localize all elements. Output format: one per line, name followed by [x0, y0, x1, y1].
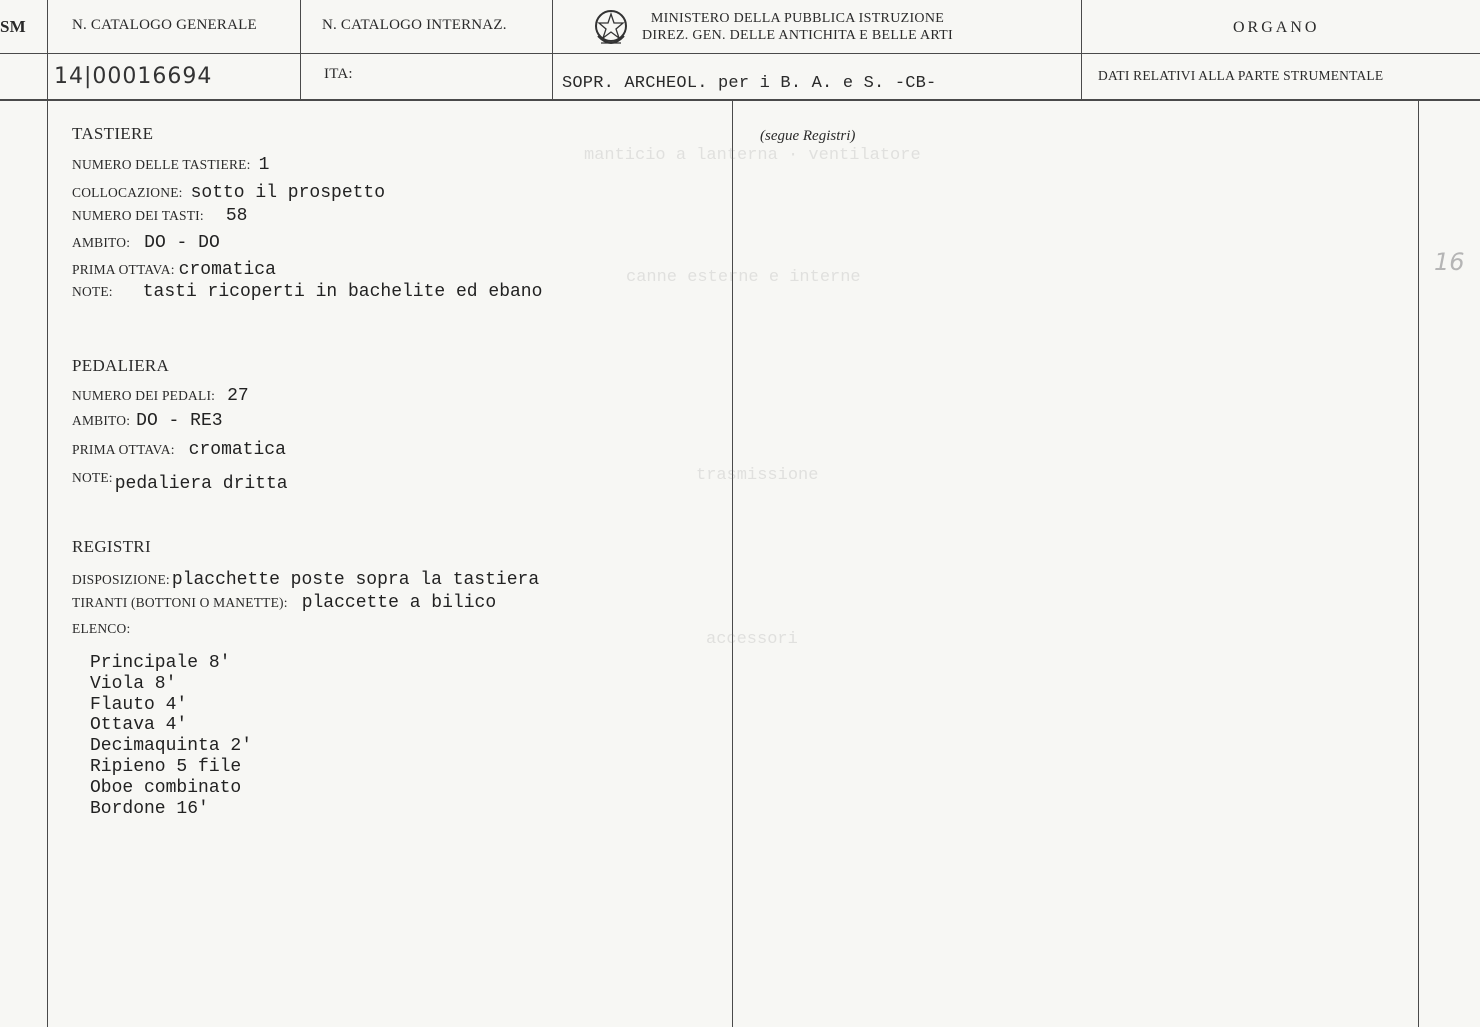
elenco-field [72, 621, 138, 637]
col-divider-1 [300, 0, 301, 99]
registri-heading: REGISTRI [72, 537, 151, 556]
registro-item: Viola 8' [90, 673, 177, 694]
tasti-value: 58 [225, 206, 248, 226]
pedali-label: NUMERO DEI PEDALI: [72, 388, 216, 403]
tastiere-ambito-label: AMBITO: [72, 235, 131, 250]
tasti-label: NUMERO DEI TASTI: [72, 208, 204, 223]
elenco-label: ELENCO: [72, 621, 131, 636]
registro-item: Flauto 4' [90, 694, 188, 715]
collocazione-label: COLLOCAZIONE: [72, 185, 183, 200]
ghost-text-3: trasmissione [696, 466, 819, 485]
tasti-field [72, 206, 247, 226]
pedaliera-ambito-value: DO - RE3 [136, 411, 223, 431]
segue-registri: (segue Registri) [760, 128, 856, 144]
side-code: SM [0, 17, 26, 36]
tastiere-ambito-value: DO - DO [144, 233, 220, 253]
pedaliera-ottava-label: PRIMA OTTAVA: [72, 442, 175, 457]
tastiere-ambito-field [72, 233, 220, 253]
cat-gen-label: N. CATALOGO GENERALE [72, 17, 257, 33]
ghost-text-2: canne esterne e interne [626, 268, 861, 287]
page-number-pencil: 16 [1434, 248, 1465, 276]
tastiere-note-label: NOTE: [72, 284, 113, 299]
registro-item: Oboe combinato [90, 777, 242, 798]
tiranti-value: placcette a bilico [301, 593, 497, 613]
pedaliera-note-value: pedaliera dritta [114, 474, 288, 494]
ministry-title [642, 10, 953, 44]
registro-item: Ottava 4' [90, 715, 188, 736]
tiranti-label: TIRANTI (BOTTONI O MANETTE): [72, 595, 288, 610]
tastiere-numero-value: 1 [258, 155, 270, 175]
pedaliera-note-label: NOTE: [72, 470, 113, 485]
registro-item: Ripieno 5 file [90, 756, 242, 777]
col-divider-2 [552, 0, 553, 99]
cat-int-label: N. CATALOGO INTERNAZ. [322, 17, 507, 33]
cat-gen-value: 14|00016694 [54, 64, 213, 89]
republic-emblem-icon [592, 6, 630, 50]
ministry-line-1: MINISTERO DELLA PUBBLICA ISTRUZIONE [650, 11, 945, 26]
registro-item: Principale 8' [90, 653, 231, 673]
pedaliera-ambito-field [72, 411, 223, 431]
header-divider [0, 53, 1480, 54]
pedali-value: 27 [227, 386, 249, 406]
tastiere-ottava-value: cromatica [178, 260, 276, 280]
object-type: ORGANO [1233, 19, 1320, 36]
registro-item: Decimaquinta 2' [90, 736, 253, 757]
tastiere-numero-field [72, 155, 269, 175]
pedaliera-heading: PEDALIERA [72, 356, 170, 375]
pedaliera-ambito-label: AMBITO: [72, 413, 131, 428]
pedali-field [72, 386, 249, 406]
tastiere-note-field [72, 282, 542, 302]
ghost-text-4: accessori [706, 630, 798, 649]
tastiere-numero-label: NUMERO DELLE TASTIERE: [72, 157, 251, 172]
tastiere-heading: TASTIERE [72, 124, 154, 143]
soprintendenza: SOPR. ARCHEOL. per i B. A. e S. -CB- [562, 74, 937, 93]
pedaliera-ottava-field [72, 440, 286, 460]
pedaliera-ottava-value: cromatica [188, 440, 286, 460]
disposizione-label: DISPOSIZIONE: [72, 572, 170, 587]
left-margin-rule [47, 0, 48, 1027]
tiranti-field [72, 593, 496, 613]
tastiere-ottava-field [72, 260, 276, 280]
disposizione-value: placchette poste sopra la tastiera [171, 570, 540, 590]
ghost-text-1: manticio a lanterna · ventilatore [584, 146, 921, 165]
header-bottom-rule [0, 99, 1480, 101]
registri-list [90, 653, 252, 819]
collocazione-value: sotto il prospetto [190, 183, 386, 203]
collocazione-field [72, 183, 385, 203]
tastiere-ottava-label: PRIMA OTTAVA: [72, 262, 175, 277]
center-column-rule [732, 99, 733, 1027]
cat-int-prefix: ITA: [324, 66, 353, 82]
col-divider-3 [1081, 0, 1082, 99]
ministry-line-2: DIREZ. GEN. DELLE ANTICHITA E BELLE ARTI [642, 28, 953, 43]
tastiere-note-value: tasti ricoperti in bachelite ed ebano [142, 282, 543, 302]
section-title: DATI RELATIVI ALLA PARTE STRUMENTALE [1098, 68, 1384, 83]
registro-item: Bordone 16' [90, 798, 209, 819]
pedaliera-note-field [72, 468, 288, 494]
right-margin-rule [1418, 99, 1419, 1027]
disposizione-field [72, 570, 539, 590]
